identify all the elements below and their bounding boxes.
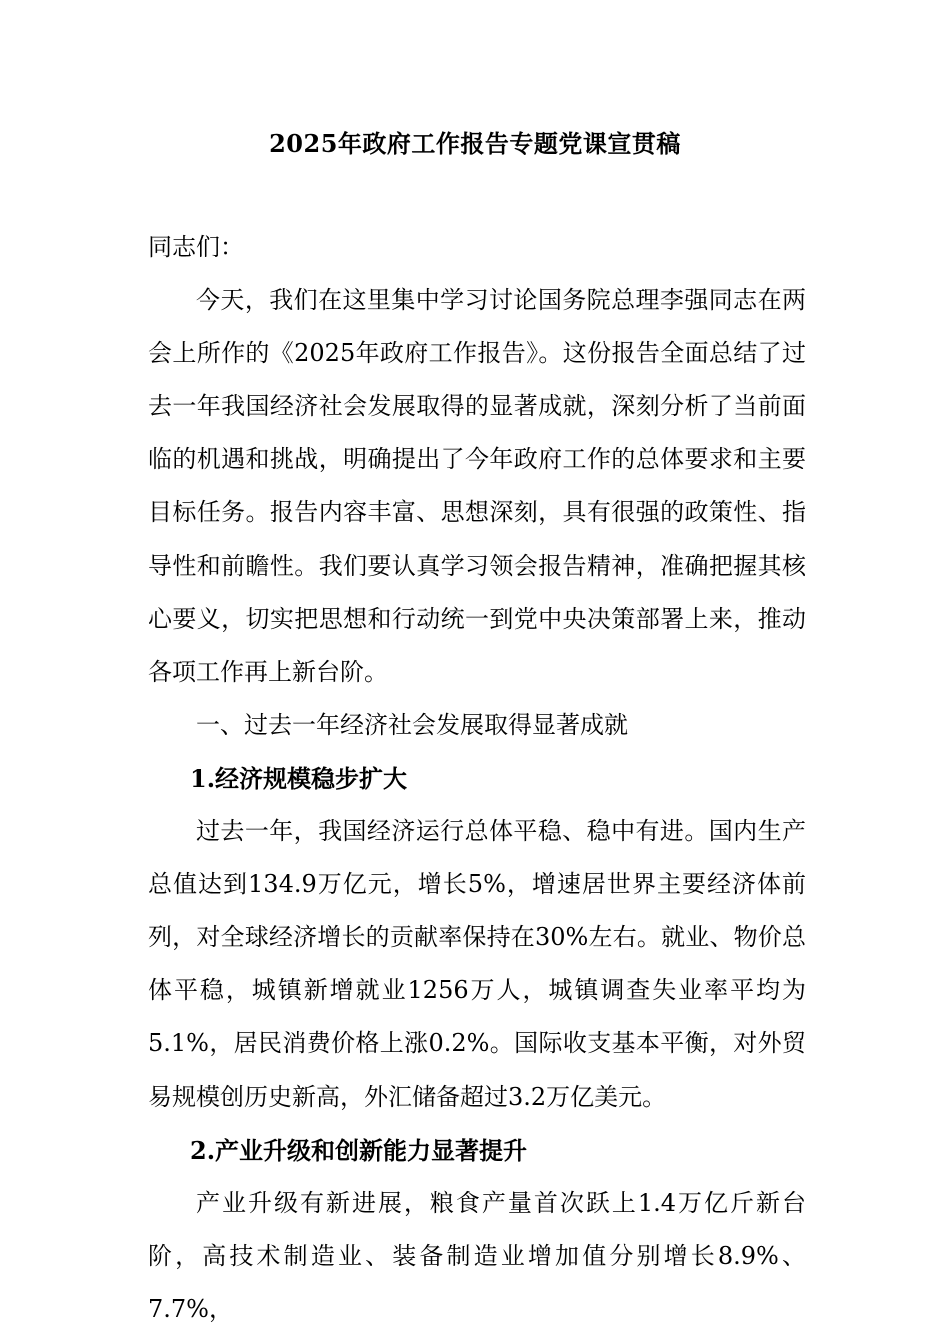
section-heading-1: 一、过去一年经济社会发展取得显著成就 [196,710,628,739]
subheading-1: 1.经济规模稳步扩大 [190,763,408,793]
subheading-2: 2.产业升级和创新能力显著提升 [190,1135,528,1165]
salutation: 同志们： [148,233,244,261]
document-body [148,221,806,1336]
intro-paragraph: 今天，我们在这里集中学习讨论国务院总理李强同志在两会上所作的《2025年政府工作报告》。这份报告全面总结了过去一年我国经济社会发展取得的显著成就，深刻分析了当前面临的机遇和挑战，明确提出了今年政府工作的总体要求和主要目标任务。报告内容丰富、思想深刻，具有很强的政策性、指导性和前瞻性。我们要认真学习领会报告精神，准确把握其核心要义，切实把思想和行动统一到党中央决策部署上来，推动各项工作再上新台阶。 [148,286,806,686]
document-title: 2025年政府工作报告专题党课宣贯稿 [269,129,681,158]
paragraph-economy: 过去一年，我国经济运行总体平稳、稳中有进。国内生产总值达到134.9万亿元，增长5%，增速居世界主要经济体前列，对全球经济增长的贡献率保持在30%左右。就业、物价总体平稳，城镇新增就业1256万人，城镇调查失业率平均为5.1%，居民消费价格上涨0.2%。国际收支基本平衡，对外贸易规模创历史新高，外汇储备超过3.2万亿美元。 [148,817,806,1111]
paragraph-industry: 产业升级有新进展，粮食产量首次跃上1.4万亿斤新台阶，高技术制造业、装备制造业增加值分别增长8.9%、7.7%， [148,1188,806,1323]
